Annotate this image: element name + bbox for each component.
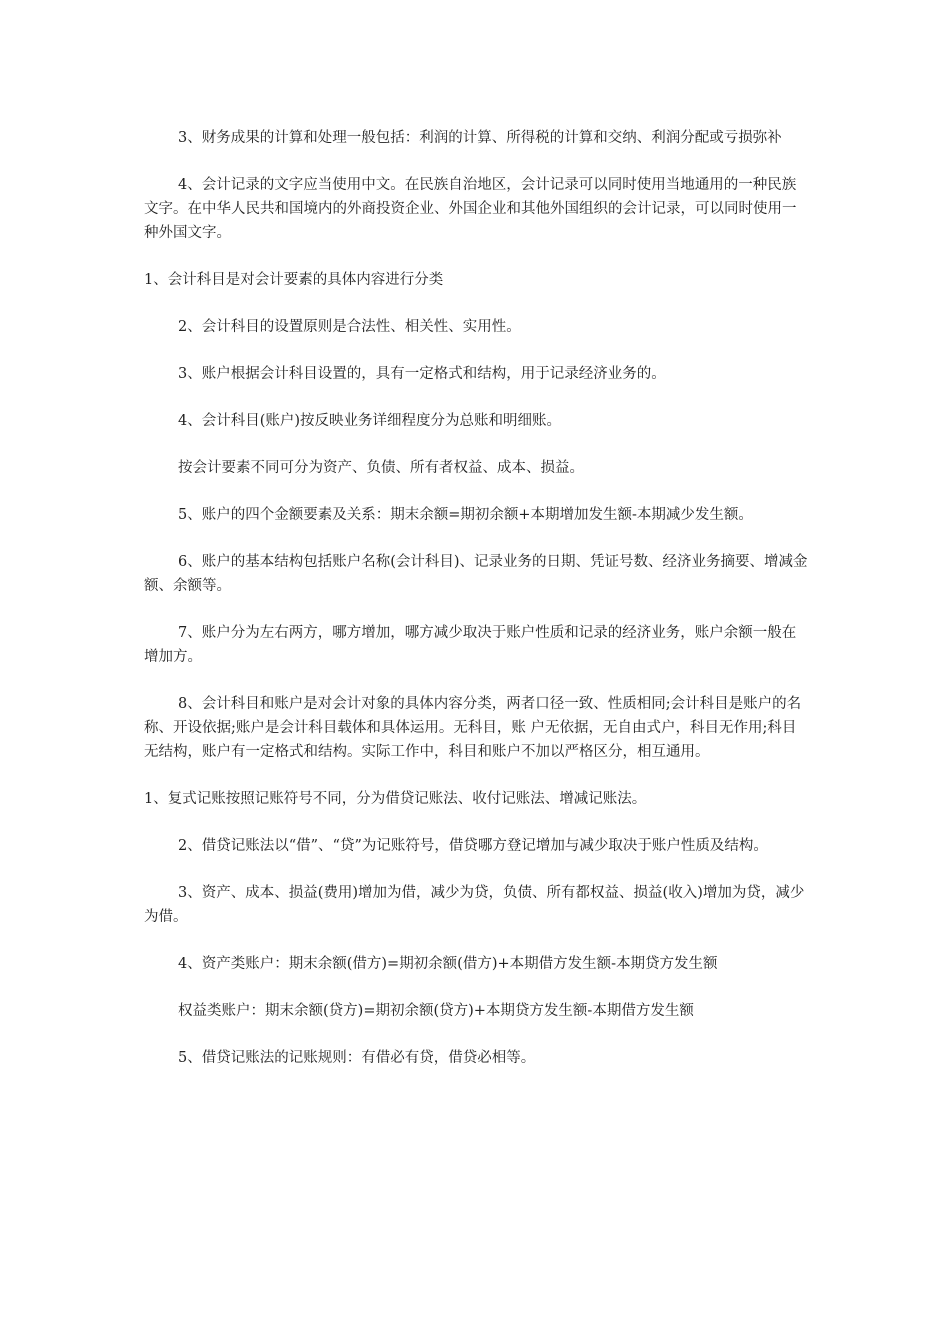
paragraph-13: 2、借贷记账法以“借”、“贷”为记账符号，借贷哪方登记增加与减少取决于账户性质及结构。: [178, 838, 768, 854]
paragraph-1: 3、财务成果的计算和处理一般包括：利润的计算、所得税的计算和交纳、利润分配或亏损弥补: [178, 130, 782, 146]
paragraph-12: 1、复式记账按照记账符号不同，分为借贷记账法、收付记账法、增减记账法。: [144, 791, 647, 807]
paragraph-15: 4、资产类账户：期末余额(借方)=期初余额(借方)+本期借方发生额-本期贷方发生额: [178, 956, 718, 972]
paragraph-16: 权益类账户：期末余额(贷方)=期初余额(贷方)+本期贷方发生额-本期借方发生额: [178, 1003, 694, 1019]
paragraph-17: 5、借贷记账法的记账规则：有借必有贷，借贷必相等。: [178, 1050, 536, 1066]
paragraph-8: 5、账户的四个金额要素及关系：期末余额=期初余额+本期增加发生额-本期减少发生额。: [178, 507, 753, 523]
paragraph-6: 4、会计科目(账户)按反映业务详细程度分为总账和明细账。: [178, 413, 562, 429]
paragraph-2: 4、会计记录的文字应当使用中文。在民族自治地区，会计记录可以同时使用当地通用的一种民族文字。在中华人民共和国境内的外商投资企业、外国企业和其他外国组织的会计记录，可以同时使用一种外国文字。: [144, 177, 797, 241]
paragraph-5: 3、账户根据会计科目设置的，具有一定格式和结构，用于记录经济业务的。: [178, 366, 666, 382]
paragraph-3: 1、会计科目是对会计要素的具体内容进行分类: [144, 272, 444, 288]
paragraph-9: 6、账户的基本结构包括账户名称(会计科目)、记录业务的日期、凭证号数、经济业务摘要、增减金额、余额等。: [144, 554, 808, 594]
paragraph-4: 2、会计科目的设置原则是合法性、相关性、实用性。: [178, 319, 521, 335]
paragraph-14: 3、资产、成本、损益(费用)增加为借，减少为贷，负债、所有都权益、损益(收入)增加为贷，减少为借。: [144, 885, 805, 925]
document-body: [144, 126, 808, 1093]
paragraph-10: 7、账户分为左右两方，哪方增加，哪方减少取决于账户性质和记录的经济业务，账户余额一般在增加方。: [144, 625, 797, 665]
paragraph-11: 8、会计科目和账户是对会计对象的具体内容分类，两者口径一致、性质相同;会计科目是账户的名称、开设依据;账户是会计科目载体和具体运用。无科目，账 户无依据，无自由式户，科目无作用;科目无结构，账户有一定格式和结构。实际工作中，科目和账户不加以严格区分，相互通用。: [144, 696, 802, 760]
paragraph-7: 按会计要素不同可分为资产、负债、所有者权益、成本、损益。: [178, 460, 584, 476]
